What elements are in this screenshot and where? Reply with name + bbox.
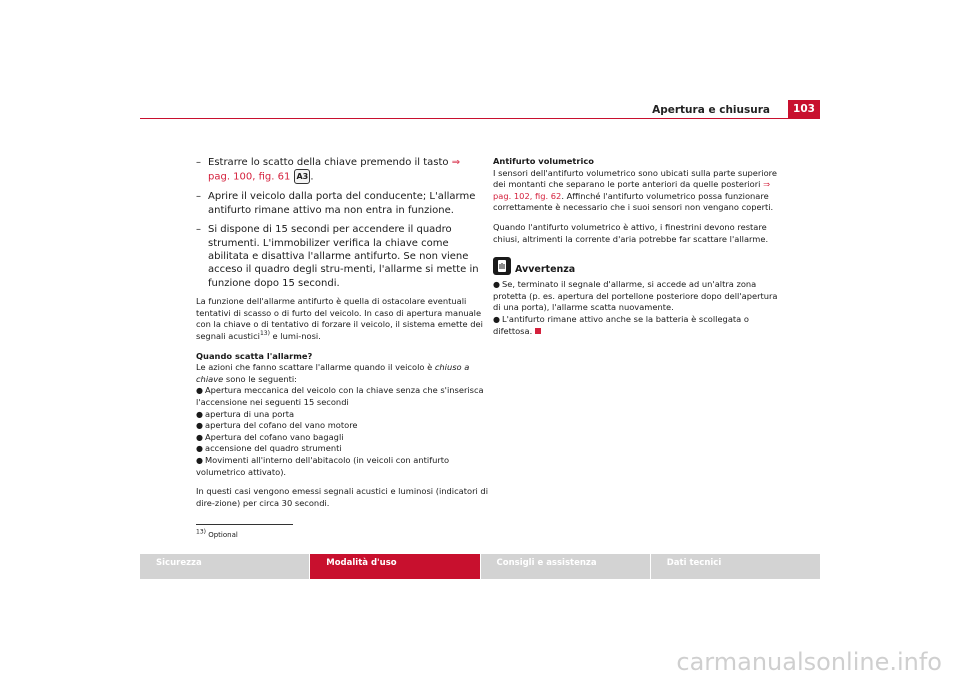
list-item: ● Movimenti all'interno dell'abitacolo (in veicoli con antifurto volumetrico attivato). (196, 454, 450, 477)
when-heading: Quando scatta l'allarme? (196, 350, 313, 361)
footnote-text: Optional (208, 531, 238, 539)
bullet-icon: ● (493, 280, 500, 290)
volumetric-text-end: . Affinché l'antifurto volumetrico possa funzionare correttamente è necessario che i suoi sensori non vengano coperti. (493, 190, 774, 213)
step-2-text: Aprire il veicolo dalla porta del conducente; L'allarme antifurto rimane attivo ma non entra in funzione. (208, 191, 476, 216)
step-1-link[interactable]: ⇒ pag. 100, fig. 61 (208, 157, 461, 183)
note-heading (493, 257, 778, 275)
note-icon (493, 257, 511, 275)
bullet-icon: ● (196, 455, 203, 465)
intro-text-end: e lumi-nosi. (269, 331, 321, 342)
tab-modalita-duso[interactable]: Modalità d'uso (310, 554, 479, 579)
intro-text: La funzione dell'allarme antifurto è quella di ostacolare eventuali tentativi di scasso o di furto del veicolo. In caso di apertura manuale con la chiave o di tentativo di forzare il veicolo, il sistema emette dei segnali acustici (196, 296, 483, 342)
footnote-rule (196, 524, 293, 525)
volumetric-paragraph (493, 168, 778, 214)
header-title: Apertura e chiusura (652, 104, 770, 116)
footnote-mark: 13) (196, 528, 206, 536)
step-1-text: Estrarre lo scatto della chiave premendo il tasto (208, 157, 452, 168)
section-nav (140, 554, 820, 579)
end-marker-icon (535, 328, 541, 334)
bullet-icon: ● (196, 432, 203, 442)
list-item: ● apertura del cofano del vano motore (196, 420, 358, 431)
footnote-ref: 13) (259, 330, 270, 338)
bullet-icon: ● (196, 409, 203, 419)
watermark: carmanualsonline.info (676, 648, 942, 676)
tab-dati-tecnici[interactable]: Dati tecnici (651, 554, 820, 579)
list-item: ● Apertura del cofano vano bagagli (196, 431, 344, 442)
bullet-icon: ● (196, 386, 203, 396)
windows-paragraph: Quando l'antifurto volumetrico è attivo, i finestrini devono restare chiusi, altrimenti la corrente d'aria potrebbe far scattare l'allarme. (493, 221, 769, 244)
dash-marker: – (196, 191, 201, 203)
step-3-text: Si dispone di 15 secondi per accendere il quadro strumenti. L'immobilizer verifica la chiave come abilitata e disattiva l'allarme antifurto. Se non viene acceso il quadro degli stru-menti, l'allarme si mette in funzione dopo 15 secondi. (208, 224, 479, 289)
page-number: 103 (788, 100, 820, 118)
when-text: Le azioni che fanno scattare l'allarme quando il veicolo è (196, 362, 435, 373)
intro-paragraph (196, 296, 488, 342)
tab-sicurezza[interactable]: Sicurezza (140, 554, 309, 579)
dash-marker: – (196, 157, 201, 168)
when-paragraph (196, 362, 488, 385)
list-item: ● accensione del quadro strumenti (196, 443, 342, 454)
right-column (493, 156, 778, 337)
a3-badge: A3 (294, 169, 310, 184)
bullet-icon: ● (196, 421, 203, 431)
footnote (196, 528, 238, 539)
note-title: Avvertenza (515, 263, 576, 275)
tab-consigli-assistenza[interactable]: Consigli e assistenza (481, 554, 650, 579)
volumetric-link[interactable]: ⇒ pag. 102, fig. 62 (493, 179, 771, 201)
bullet-icon: ● (196, 444, 203, 454)
closing-paragraph: In questi casi vengono emessi segnali acustici e luminosi (indicatori di dire-zione) per circa 30 secondi. (196, 486, 489, 508)
note-item: ● L'antifurto rimane attivo anche se la batteria è scollegata o difettosa. (493, 313, 749, 336)
when-text-end: sono le seguenti: (223, 373, 297, 384)
left-column (196, 156, 489, 509)
step-2 (196, 190, 480, 217)
list-item: ● apertura di una porta (196, 408, 295, 419)
when-italic: chiuso a chiave (196, 362, 470, 384)
bullet-icon: ● (493, 314, 500, 324)
step-3 (196, 223, 480, 290)
step-1-end: . (310, 171, 314, 183)
list-item: ● Apertura meccanica del veicolo con la chiave senza che s'inserisca l'accensione nei seguenti 15 secondi (196, 385, 484, 407)
volumetric-heading: Antifurto volumetrico (493, 156, 594, 166)
note-item: ● Se, terminato il segnale d'allarme, si accede ad un'altra zona protetta (p. es. apertura del portellone posteriore dopo dell'apertura di una porta), l'allarme scatta nuovamente. (493, 279, 778, 313)
step-1 (196, 156, 480, 184)
header-rule (140, 118, 820, 119)
volumetric-text: I sensori dell'antifurto volumetrico sono ubicati sulla parte superiore dei montanti che separano le porte anteriori da quelle posteriori (493, 167, 778, 190)
dash-marker: – (196, 224, 201, 236)
